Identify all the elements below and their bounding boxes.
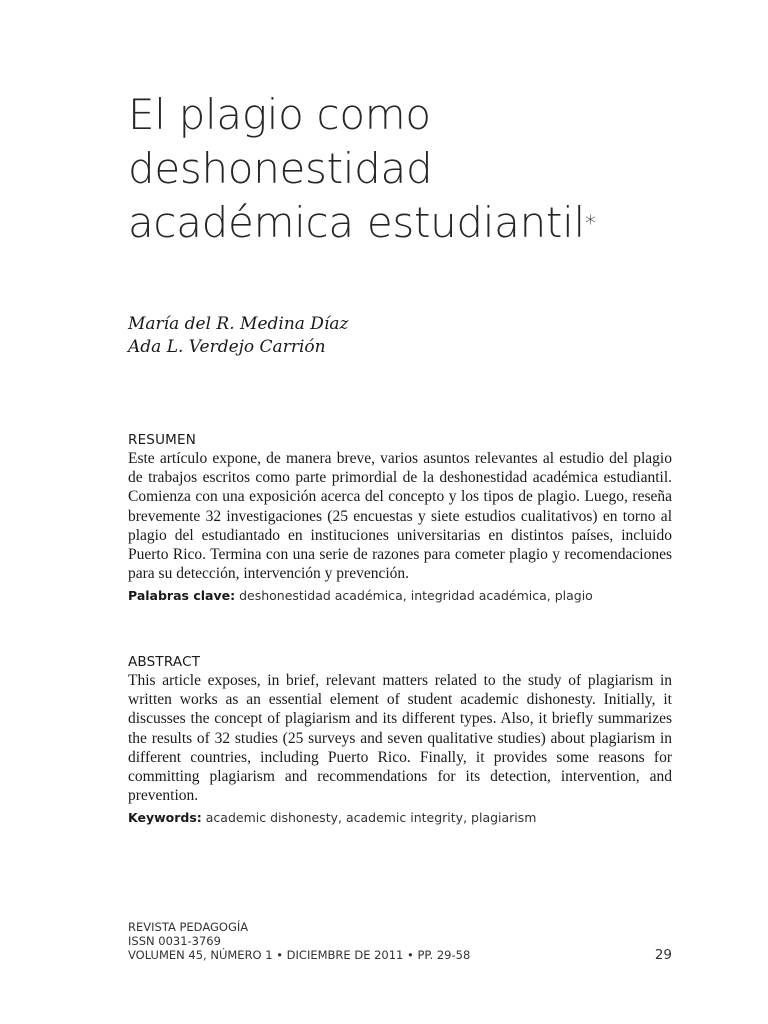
- page-footer: [128, 920, 672, 962]
- title-line-3-text: académica estudiantil: [128, 198, 585, 247]
- resumen-keywords-values: deshonestidad académica, integridad académica, plagio: [239, 588, 593, 604]
- abstract-text: This article exposes, in brief, relevant matters related to the study of plagiarism in written works as an essential element of student academic dishonesty. Initially, it discusses the concept of plagiarism and its different types. Also, it briefly summarizes the results of 32 studies (25 surveys and seven qualitative studies) about plagiarism in different countries, including Puerto Rico. Finally, it provides some reasons for committing plagiarism and recommendations for its detection, intervention, and prevention.: [128, 672, 672, 805]
- article-title: [128, 88, 688, 250]
- journal-name: REVISTA PEDAGOGÍA: [128, 920, 249, 934]
- resumen-heading: RESUMEN: [128, 432, 197, 448]
- resumen-keywords-label: Palabras clave:: [128, 588, 236, 604]
- resumen-keywords: [128, 587, 672, 605]
- page-number: 29: [654, 947, 672, 963]
- journal-volume-line: VOLUMEN 45, NÚMERO 1 • DICIEMBRE DE 2011 • PP. 29-58: [128, 948, 471, 962]
- abstract-section: [128, 653, 672, 827]
- abstract-keywords: [128, 809, 672, 827]
- title-line-2: deshonestidad: [128, 144, 433, 193]
- abstract-heading: ABSTRACT: [128, 654, 201, 670]
- resumen-text: Este artículo expone, de manera breve, varios asuntos relevantes al estudio del plagio de trabajos escritos como parte primordial de la deshonestidad académica estudiantil. Comienza con una exposición acerca del concepto y los tipos de plagio. Luego, reseña brevemente 32 investigaciones (25 encuestas y siete estudios cualitativos) en torno al plagio del estudiantado en instituciones universitarias en distintos países, incluido Puerto Rico. Termina con una serie de razones para cometer plagio y recomendaciones para su detección, intervención y prevención.: [128, 450, 672, 583]
- author-list: [128, 313, 688, 359]
- title-line-1: El plagio como: [128, 90, 431, 139]
- abstract-keywords-label: Keywords:: [128, 810, 202, 826]
- author-2: Ada L. Verdejo Carrión: [128, 337, 326, 357]
- footer-volume-row: [128, 948, 672, 962]
- author-1: María del R. Medina Díaz: [128, 314, 349, 334]
- title-footnote-mark: *: [584, 212, 596, 237]
- resumen-section: [128, 431, 672, 605]
- abstract-keywords-values: academic dishonesty, academic integrity, plagiarism: [205, 810, 537, 826]
- journal-issn: ISSN 0031-3769: [128, 934, 221, 948]
- title-line-3: [128, 196, 688, 250]
